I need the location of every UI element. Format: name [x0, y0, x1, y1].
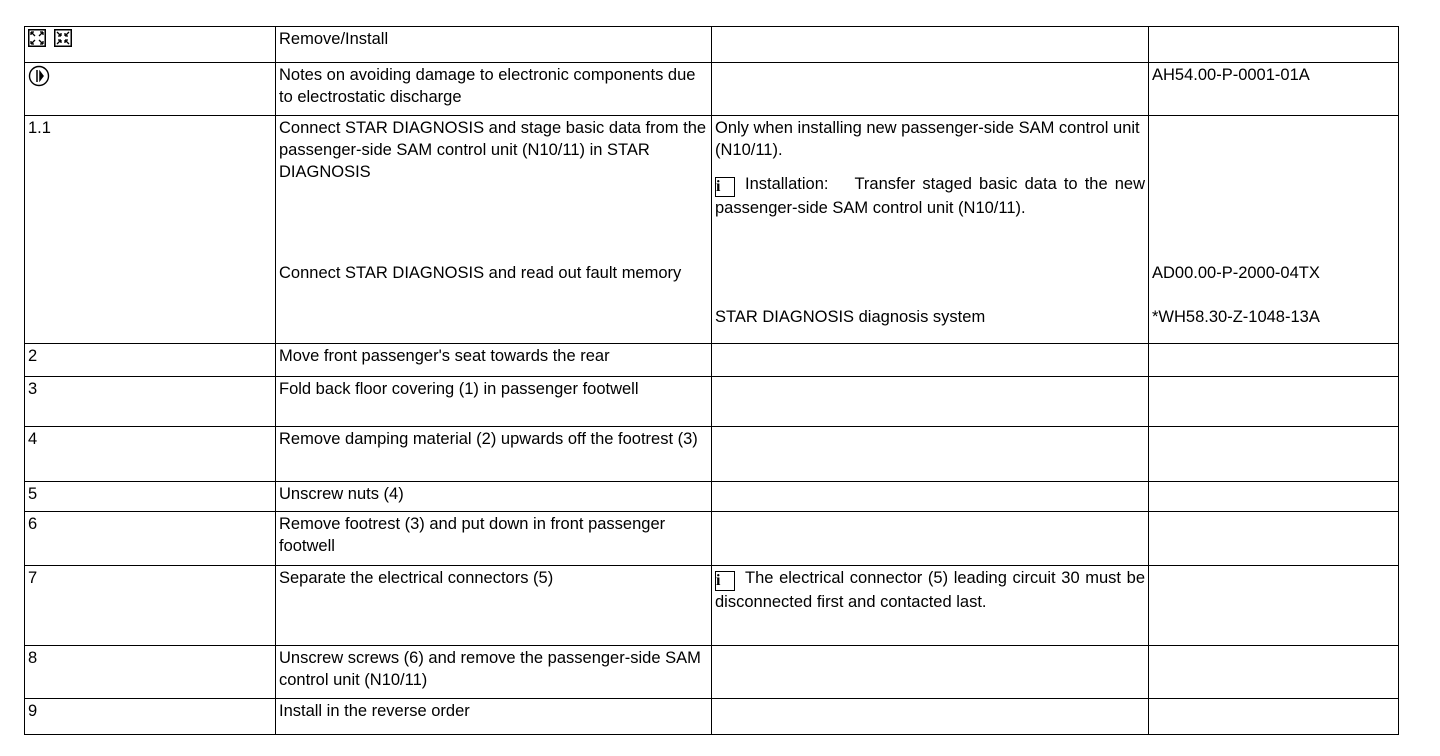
table-row: [25, 512, 1399, 566]
step-description: Connect STAR DIAGNOSIS and read out fault memory: [279, 264, 682, 282]
esd-note-ref: AH54.00-P-0001-01A: [1149, 63, 1399, 116]
esd-warning-icon: [28, 65, 50, 87]
table-row: [25, 427, 1399, 482]
step-number: 9: [25, 699, 276, 735]
procedure-table: [24, 26, 1399, 735]
info-text: Transfer staged basic data to the new passenger-side SAM control unit (N10/11).: [715, 175, 1145, 217]
step-description: Fold back floor covering (1) in passenger footwell: [276, 377, 712, 427]
info-note: [715, 173, 1145, 262]
table-row: [25, 377, 1399, 427]
step-description: Separate the electrical connectors (5): [276, 566, 712, 646]
table-row: [25, 699, 1399, 735]
table-row: [25, 63, 1399, 116]
table-row: [25, 344, 1399, 377]
step-number: 8: [25, 646, 276, 699]
step-note: STAR DIAGNOSIS diagnosis system: [715, 308, 986, 326]
step-description: Unscrew nuts (4): [276, 482, 712, 512]
page-title: Remove/Install: [276, 27, 712, 63]
step-description: Connect STAR DIAGNOSIS and stage basic data from the passenger-side SAM control unit (N10/11) in STAR DIAGNOSIS: [279, 119, 707, 181]
step-description: Unscrew screws (6) and remove the passenger-side SAM control unit (N10/11): [276, 646, 712, 699]
reference-code: AD00.00-P-2000-04TX: [1152, 264, 1320, 282]
info-text: The electrical connector (5) leading circuit 30 must be disconnected first and contacted last.: [715, 569, 1145, 611]
table-row: [25, 27, 1399, 63]
table-row: [25, 646, 1399, 699]
info-label: Installation:: [745, 175, 829, 193]
table-row: [25, 566, 1399, 646]
step-description: Install in the reverse order: [276, 699, 712, 735]
step-description: Remove footrest (3) and put down in front passenger footwell: [276, 512, 712, 566]
info-icon: i: [715, 177, 735, 197]
table-row: [25, 116, 1399, 344]
step-number: 1.1: [25, 116, 276, 344]
step-number: 6: [25, 512, 276, 566]
step-number: 5: [25, 482, 276, 512]
step-number: 4: [25, 427, 276, 482]
expand-arrows-icon: [28, 29, 46, 47]
step-description: Remove damping material (2) upwards off the footrest (3): [276, 427, 712, 482]
step-number: 2: [25, 344, 276, 377]
table-row: [25, 482, 1399, 512]
info-note: [712, 566, 1149, 646]
step-description: Move front passenger's seat towards the rear: [276, 344, 712, 377]
collapse-arrows-icon: [54, 29, 72, 47]
step-number: 3: [25, 377, 276, 427]
info-icon: i: [715, 571, 735, 591]
esd-note-text: Notes on avoiding damage to electronic components due to electrostatic discharge: [276, 63, 712, 116]
reference-code: *WH58.30-Z-1048-13A: [1152, 308, 1320, 326]
step-number: 7: [25, 566, 276, 646]
header-icons-cell: [25, 27, 276, 63]
step-note: Only when installing new passenger-side SAM control unit (N10/11).: [715, 119, 1140, 159]
